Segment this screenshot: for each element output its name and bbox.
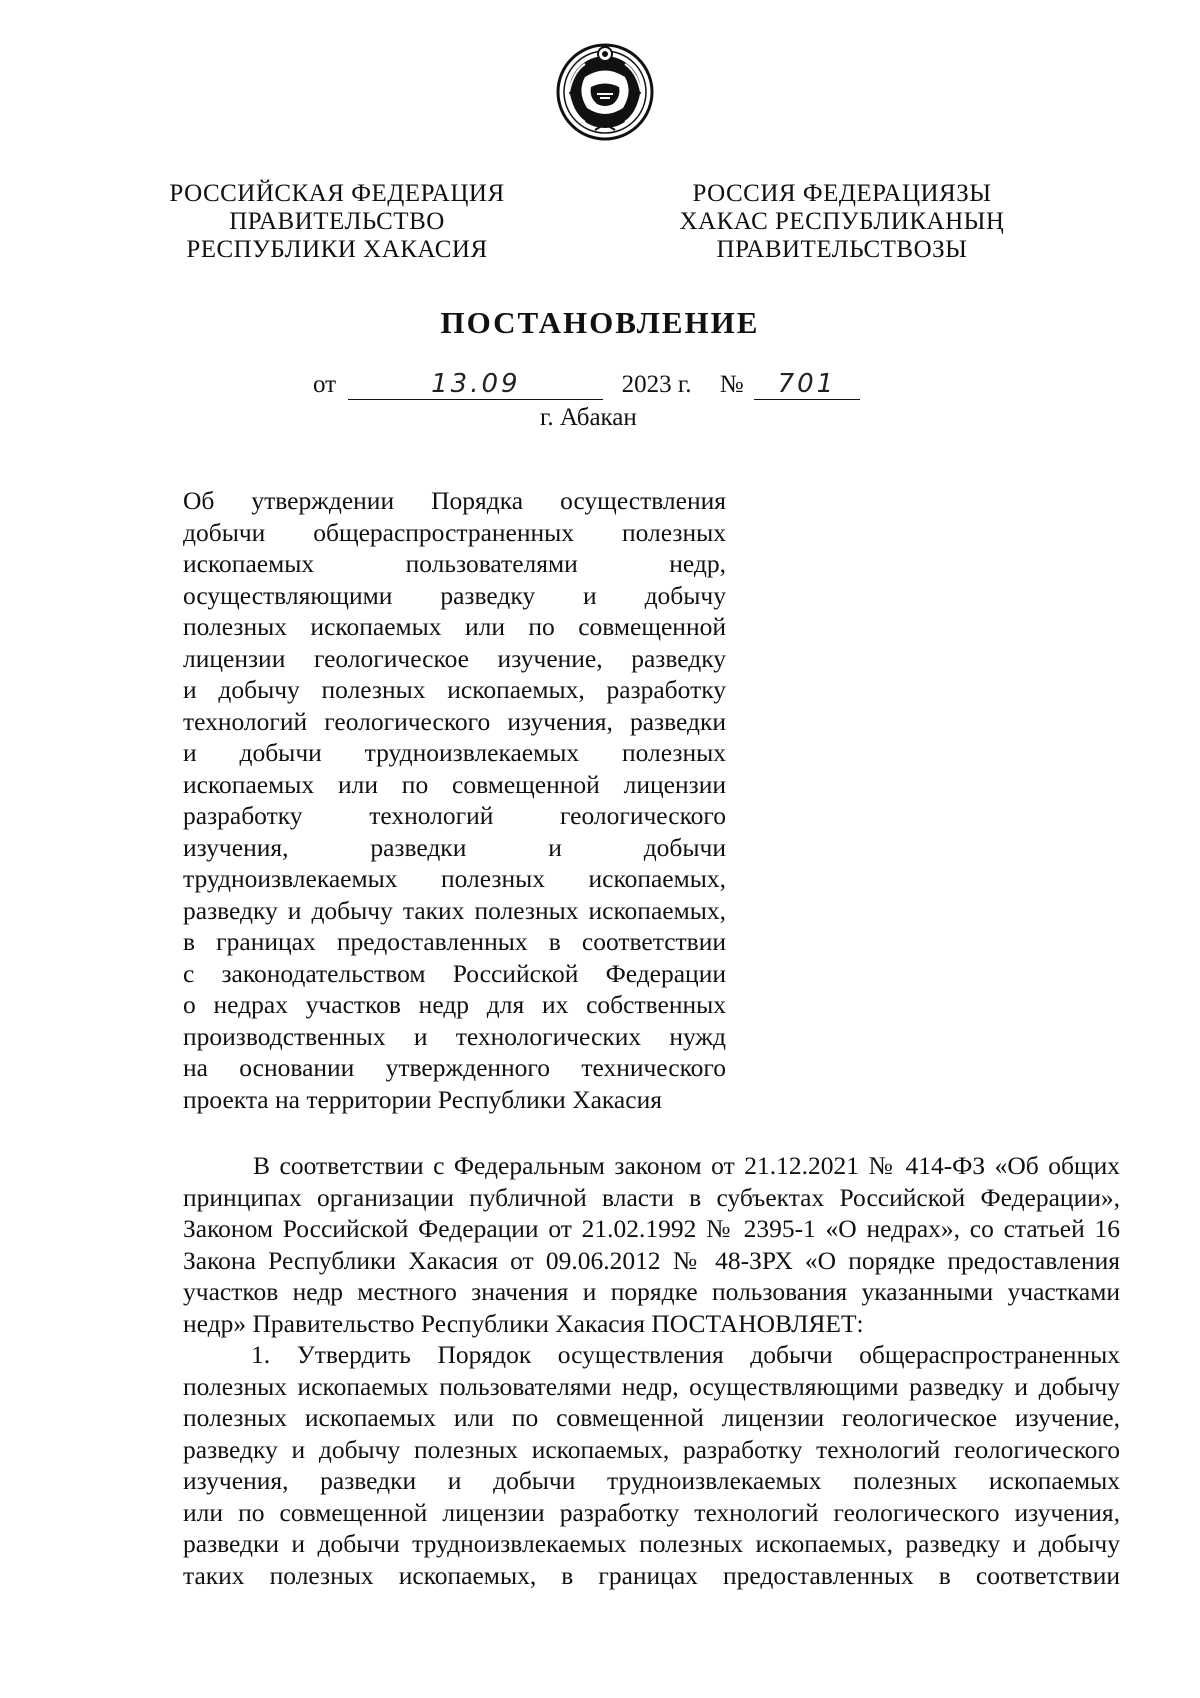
body-text — [183, 1150, 1120, 1591]
subject-line: технологий геологического изучения, разведки — [183, 706, 726, 736]
year-text: 2023 г. — [621, 371, 692, 398]
header-left — [157, 180, 517, 264]
body-line: В соответствии с Федеральным законом от 21.12.2021 № 414-ФЗ «Об общих — [253, 1151, 1120, 1180]
subject-line: Об утверждении Порядка осуществления — [183, 486, 726, 515]
body-line: принципах организации публичной власти в субъектах Российской Федерации», — [183, 1182, 1120, 1212]
body-line: недр» Правительство Республики Хакасия ПОСТАНОВЛЯЕТ: — [183, 1308, 864, 1338]
number-field — [754, 369, 860, 400]
date-field — [348, 369, 603, 400]
subject-line: в границах предоставленных в соответствии — [183, 927, 726, 956]
body-line: или по совмещенной лицензии разработку технологий геологического изучения, — [183, 1497, 1120, 1527]
header-right — [662, 180, 1022, 264]
body-line: полезных ископаемых или по совмещенной лицензии геологическое изучение, — [183, 1403, 1120, 1432]
document-title: ПОСТАНОВЛЕНИЕ — [440, 305, 760, 340]
subject-line: трудноизвлекаемых полезных ископаемых, — [183, 864, 726, 893]
subject-line: полезных ископаемых или по совмещенной — [183, 612, 726, 641]
subject-line: проекта на территории Республики Хакасия — [183, 1084, 662, 1114]
number-label: № — [719, 371, 744, 398]
body-line: разведки и добычи трудноизвлекаемых полезных ископаемых, разведку и добычу — [183, 1529, 1120, 1558]
header-left-line: РЕСПУБЛИКИ ХАКАСИЯ — [186, 236, 488, 263]
coat-of-arms-emblem — [555, 42, 655, 142]
header-left-line: РОССИЙСКАЯ ФЕДЕРАЦИЯ — [169, 180, 505, 207]
subject-line: добычи общераспространенных полезных — [183, 517, 726, 547]
header-right-line: ПРАВИТЕЛЬСТВОЗЫ — [716, 236, 968, 263]
subject-line: и добычи трудноизвлекаемых полезных — [183, 738, 726, 767]
date-handwritten: 13.09 — [431, 369, 521, 399]
subject-line: производственных и технологических нужд — [183, 1021, 726, 1051]
subject-line: изучения, разведки и добычи — [183, 832, 726, 862]
body-line: таких полезных ископаемых, в границах предоставленных в соответствии — [183, 1560, 1120, 1590]
header-right-line: РОССИЯ ФЕДЕРАЦИЯЗЫ — [692, 180, 992, 207]
subject-line: разведку и добычу таких полезных ископаемых, — [183, 895, 726, 925]
subject-line: на основании утвержденного технического — [183, 1053, 726, 1082]
subject-line: с законодательством Российской Федерации — [183, 958, 726, 988]
date-prefix: от — [313, 371, 337, 398]
subject-line: осуществляющими разведку и добычу — [183, 580, 726, 610]
subject-line: о недрах участков недр для их собственных — [183, 990, 726, 1019]
header-left-line: ПРАВИТЕЛЬСТВО — [229, 208, 445, 235]
date-line — [313, 369, 860, 405]
body-line: Законом Российской Федерации от 21.02.1992 № 2395-1 «О недрах», со статьей 16 — [183, 1214, 1120, 1243]
subject-line: ископаемых пользователями недр, — [183, 549, 726, 578]
body-line: участков недр местного значения и порядке пользования указанными участками — [183, 1277, 1120, 1306]
body-line: полезных ископаемых пользователями недр, осуществляющими разведку и добычу — [183, 1371, 1120, 1401]
body-line: 1. Утвердить Порядок осуществления добычи общераспространенных — [251, 1340, 1120, 1369]
subject-block — [183, 485, 726, 1115]
body-line: изучения, разведки и добычи трудноизвлекаемых полезных ископаемых — [183, 1466, 1120, 1495]
subject-line: лицензии геологическое изучение, разведку — [183, 643, 726, 673]
subject-line: и добычу полезных ископаемых, разработку — [183, 675, 726, 704]
subject-line: ископаемых или по совмещенной лицензии — [183, 769, 726, 799]
subject-line: разработку технологий геологического — [183, 801, 726, 830]
header-right-line: ХАКАС РЕСПУБЛИКАНЫҢ — [679, 208, 1005, 235]
city: г. Абакан — [540, 404, 637, 431]
body-line: Закона Республики Хакасия от 09.06.2012 № 48-ЗРХ «О порядке предоставления — [183, 1245, 1120, 1275]
number-handwritten: 701 — [777, 369, 837, 399]
body-line: разведку и добычу полезных ископаемых, разработку технологий геологического — [183, 1434, 1120, 1464]
